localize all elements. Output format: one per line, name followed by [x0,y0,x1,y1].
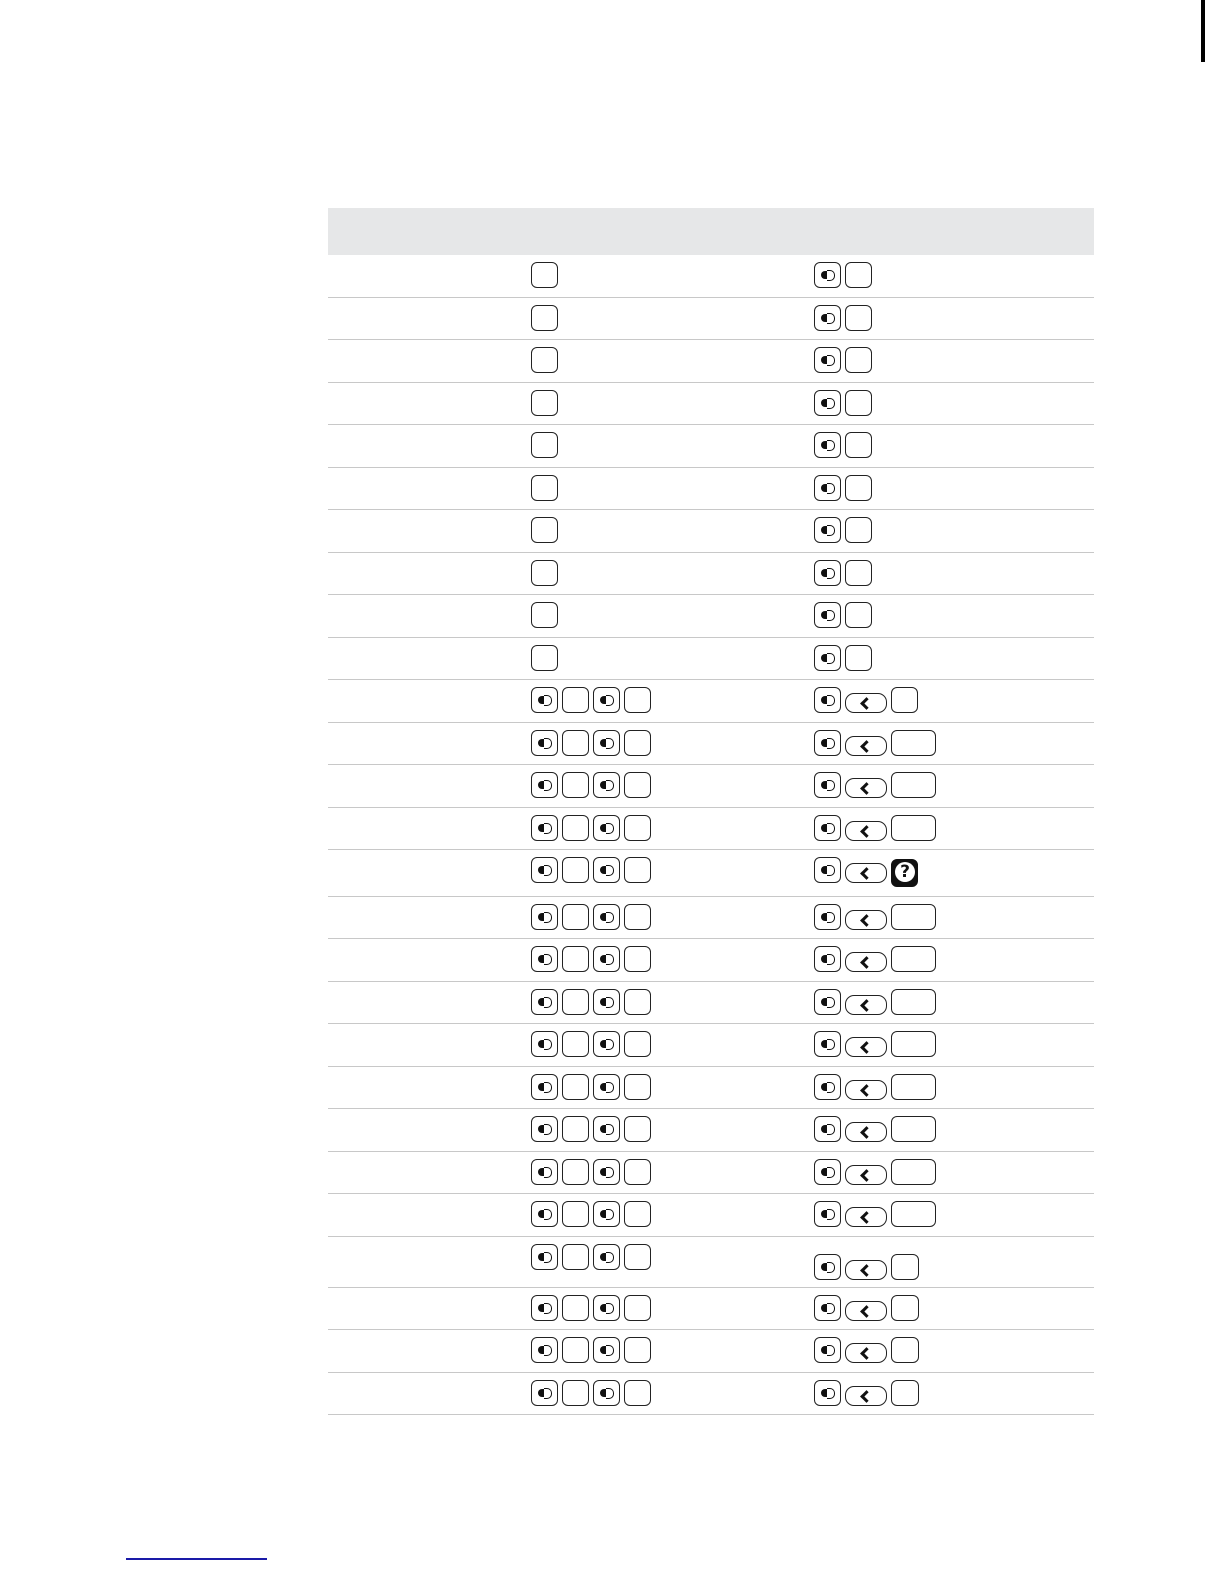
function-key-icon [814,687,841,713]
function-key-icon [814,475,841,501]
blank-key-icon [624,989,651,1015]
blank-key-icon [624,1116,651,1142]
alternate-key-sequence-cell [814,553,872,595]
row-label-cell [328,255,528,297]
blank-key-icon [562,772,589,798]
function-key-icon [814,645,841,671]
blank-key-icon [891,946,936,972]
function-key-icon [593,815,620,841]
blank-key-icon [562,1159,589,1185]
function-key-icon [814,730,841,756]
key-sequence-cell [531,850,651,896]
table-row [328,425,1094,468]
blank-key-icon [845,390,872,416]
key-sequence-cell [531,1288,651,1330]
blank-key-icon [891,730,936,756]
blank-key-icon [624,1244,651,1270]
blank-key-icon [624,857,651,883]
key-sequence-cell [531,510,558,552]
function-key-icon [531,1244,558,1270]
blank-key-icon [845,602,872,628]
function-key-icon [814,989,841,1015]
table-row [328,1330,1094,1373]
blank-key-icon [624,730,651,756]
key-sequence-cell [531,298,558,340]
blank-key-icon [562,1074,589,1100]
function-key-icon [593,1380,620,1406]
function-key-icon [814,815,841,841]
backspace-key-icon [845,1207,887,1227]
blank-key-icon [845,475,872,501]
key-sequence-cell [531,680,651,722]
blank-key-icon [891,1159,936,1185]
function-key-icon [593,1159,620,1185]
table-row [328,383,1094,426]
blank-key-icon [891,1380,919,1406]
function-key-icon [531,857,558,883]
function-key-icon [814,857,841,883]
alternate-key-sequence-cell [814,298,872,340]
blank-key-icon [891,1074,936,1100]
key-sequence-cell [531,638,558,680]
table-row [328,298,1094,341]
key-sequence-cell [531,1373,651,1415]
blank-key-icon [845,262,872,288]
function-key-icon [814,1116,841,1142]
function-key-icon [814,262,841,288]
backspace-key-icon [845,1037,887,1057]
key-sequence-cell [531,595,558,637]
backspace-key-icon [845,693,887,713]
table-row [328,808,1094,851]
row-label-cell [328,808,528,850]
function-key-icon [814,1254,841,1280]
backspace-key-icon [845,821,887,841]
blank-key-icon [562,1380,589,1406]
key-sequence-cell [531,765,651,807]
blank-key-icon [562,687,589,713]
table-row [328,255,1094,298]
function-key-icon [531,946,558,972]
backspace-key-icon [845,736,887,756]
table-row [328,1024,1094,1067]
table-row [328,1109,1094,1152]
backspace-key-icon [845,1260,887,1280]
alternate-key-sequence-cell [814,723,936,765]
function-key-icon [531,989,558,1015]
blank-key-icon [531,347,558,373]
blank-key-icon [624,815,651,841]
backspace-key-icon [845,952,887,972]
key-sequence-cell [531,553,558,595]
blank-key-icon [562,815,589,841]
help-key-icon [891,859,918,887]
row-label-cell [328,638,528,680]
blank-key-icon [562,1116,589,1142]
function-key-icon [814,1074,841,1100]
key-sequence-cell [531,425,558,467]
blank-key-icon [891,989,936,1015]
blank-key-icon [531,645,558,671]
alternate-key-sequence-cell [814,765,936,807]
row-label-cell [328,1330,528,1372]
function-key-icon [814,602,841,628]
row-label-cell [328,468,528,510]
function-key-icon [593,1201,620,1227]
alternate-key-sequence-cell [814,1109,936,1151]
row-label-cell [328,1373,528,1415]
table-row [328,765,1094,808]
alternate-key-sequence-cell [814,638,872,680]
blank-key-icon [624,1159,651,1185]
function-key-icon [814,517,841,543]
blank-key-icon [891,1031,936,1057]
blank-key-icon [891,815,936,841]
blank-key-icon [624,1031,651,1057]
function-key-icon [531,730,558,756]
row-label-cell [328,1024,528,1066]
alternate-key-sequence-cell [814,939,936,981]
table-header [328,208,1094,255]
table-row [328,1194,1094,1237]
key-sequence-cell [531,1109,651,1151]
key-sequence-cell [531,723,651,765]
function-key-icon [593,1244,620,1270]
row-label-cell [328,1237,528,1287]
backspace-key-icon [845,1165,887,1185]
blank-key-icon [531,305,558,331]
function-key-icon [593,946,620,972]
alternate-key-sequence-cell [814,1067,936,1109]
table-body [328,255,1094,1415]
blank-key-icon [624,904,651,930]
backspace-key-icon [845,778,887,798]
blank-key-icon [531,262,558,288]
key-sequence-cell [531,1194,651,1236]
alternate-key-sequence-cell [814,595,872,637]
alternate-key-sequence-cell [814,1024,936,1066]
page-edge-tab [1201,0,1205,62]
alternate-key-sequence-cell [814,850,918,896]
key-sequence-cell [531,897,651,939]
function-key-icon [814,560,841,586]
function-key-icon [593,1337,620,1363]
blank-key-icon [562,1201,589,1227]
function-key-icon [531,1380,558,1406]
row-label-cell [328,425,528,467]
backspace-key-icon [845,1386,887,1406]
function-key-icon [814,1159,841,1185]
blank-key-icon [562,946,589,972]
function-key-icon [814,1337,841,1363]
table-row [328,340,1094,383]
blank-key-icon [891,1201,936,1227]
row-label-cell [328,1067,528,1109]
key-sequence-cell [531,808,651,850]
function-key-icon [593,687,620,713]
alternate-key-sequence-cell [814,808,936,850]
key-sequence-cell [531,1024,651,1066]
function-key-icon [531,1201,558,1227]
alternate-key-sequence-cell [814,383,872,425]
table-row [328,1067,1094,1110]
blank-key-icon [845,645,872,671]
function-key-icon [593,1074,620,1100]
function-key-icon [814,1295,841,1321]
function-key-icon [814,1031,841,1057]
alternate-key-sequence-cell [814,1288,919,1330]
function-key-icon [531,815,558,841]
function-key-icon [814,390,841,416]
table-row [328,680,1094,723]
alternate-key-sequence-cell [814,1152,936,1194]
blank-key-icon [531,432,558,458]
table-row [328,939,1094,982]
backspace-key-icon [845,863,887,883]
table-row [328,1288,1094,1331]
function-key-icon [531,1074,558,1100]
backspace-key-icon [845,1122,887,1142]
table-row [328,468,1094,511]
table-row [328,553,1094,596]
function-key-icon [593,730,620,756]
key-sequence-table [328,208,1094,1415]
blank-key-icon [845,432,872,458]
function-key-icon [593,857,620,883]
row-label-cell [328,510,528,552]
blank-key-icon [845,347,872,373]
alternate-key-sequence-cell [814,1373,919,1415]
function-key-icon [814,772,841,798]
function-key-icon [814,1201,841,1227]
key-sequence-cell [531,340,558,382]
key-sequence-cell [531,939,651,981]
blank-key-icon [562,1337,589,1363]
function-key-icon [531,1159,558,1185]
row-label-cell [328,340,528,382]
row-label-cell [328,595,528,637]
blank-key-icon [562,904,589,930]
table-row [328,595,1094,638]
key-sequence-cell [531,982,651,1024]
row-label-cell [328,1194,528,1236]
backspace-key-icon [845,1343,887,1363]
alternate-key-sequence-cell [814,680,918,722]
key-sequence-cell [531,1330,651,1372]
blank-key-icon [845,560,872,586]
function-key-icon [814,1380,841,1406]
row-label-cell [328,939,528,981]
blank-key-icon [562,1031,589,1057]
function-key-icon [531,687,558,713]
alternate-key-sequence-cell [814,897,936,939]
blank-key-icon [562,857,589,883]
key-sequence-cell [531,383,558,425]
row-label-cell [328,1152,528,1194]
function-key-icon [531,1031,558,1057]
key-sequence-cell [531,468,558,510]
table-row [328,638,1094,681]
blank-key-icon [624,1074,651,1100]
alternate-key-sequence-cell [814,425,872,467]
backspace-key-icon [845,1080,887,1100]
key-sequence-cell [531,255,558,297]
blank-key-icon [624,1337,651,1363]
backspace-key-icon [845,910,887,930]
table-row [328,723,1094,766]
row-label-cell [328,897,528,939]
function-key-icon [593,1295,620,1321]
row-label-cell [328,1109,528,1151]
alternate-key-sequence-cell [814,1237,919,1287]
blank-key-icon [531,390,558,416]
function-key-icon [814,904,841,930]
blank-key-icon [891,772,936,798]
key-sequence-cell [531,1237,651,1287]
function-key-icon [593,1031,620,1057]
blank-key-icon [624,1295,651,1321]
function-key-icon [814,305,841,331]
table-row [328,1373,1094,1416]
blank-key-icon [891,904,936,930]
row-label-cell [328,298,528,340]
function-key-icon [593,904,620,930]
row-label-cell [328,383,528,425]
alternate-key-sequence-cell [814,340,872,382]
alternate-key-sequence-cell [814,468,872,510]
alternate-key-sequence-cell [814,255,872,297]
key-sequence-cell [531,1152,651,1194]
row-label-cell [328,553,528,595]
alternate-key-sequence-cell [814,982,936,1024]
table-row [328,897,1094,940]
row-label-cell [328,982,528,1024]
function-key-icon [531,1116,558,1142]
blank-key-icon [531,602,558,628]
alternate-key-sequence-cell [814,510,872,552]
blank-key-icon [562,730,589,756]
backspace-key-icon [845,995,887,1015]
function-key-icon [531,904,558,930]
blank-key-icon [891,687,918,713]
blank-key-icon [562,1244,589,1270]
blank-key-icon [624,772,651,798]
function-key-icon [814,946,841,972]
footer-link-rule [126,1558,267,1560]
blank-key-icon [624,687,651,713]
table-row [328,1237,1094,1288]
row-label-cell [328,765,528,807]
blank-key-icon [891,1295,919,1321]
table-row [328,1152,1094,1195]
blank-key-icon [624,1201,651,1227]
function-key-icon [814,432,841,458]
function-key-icon [531,1337,558,1363]
blank-key-icon [891,1116,936,1142]
row-label-cell [328,723,528,765]
function-key-icon [593,1116,620,1142]
table-row [328,510,1094,553]
blank-key-icon [531,517,558,543]
blank-key-icon [891,1337,919,1363]
blank-key-icon [845,305,872,331]
function-key-icon [531,772,558,798]
blank-key-icon [531,560,558,586]
function-key-icon [593,989,620,1015]
row-label-cell [328,1288,528,1330]
blank-key-icon [531,475,558,501]
function-key-icon [814,347,841,373]
blank-key-icon [562,1295,589,1321]
table-row [328,982,1094,1025]
alternate-key-sequence-cell [814,1330,919,1372]
row-label-cell [328,850,528,896]
row-label-cell [328,680,528,722]
function-key-icon [531,1295,558,1321]
alternate-key-sequence-cell [814,1194,936,1236]
table-row [328,850,1094,897]
blank-key-icon [624,946,651,972]
function-key-icon [593,772,620,798]
key-sequence-cell [531,1067,651,1109]
backspace-key-icon [845,1301,887,1321]
blank-key-icon [562,989,589,1015]
blank-key-icon [891,1254,919,1280]
blank-key-icon [845,517,872,543]
blank-key-icon [624,1380,651,1406]
